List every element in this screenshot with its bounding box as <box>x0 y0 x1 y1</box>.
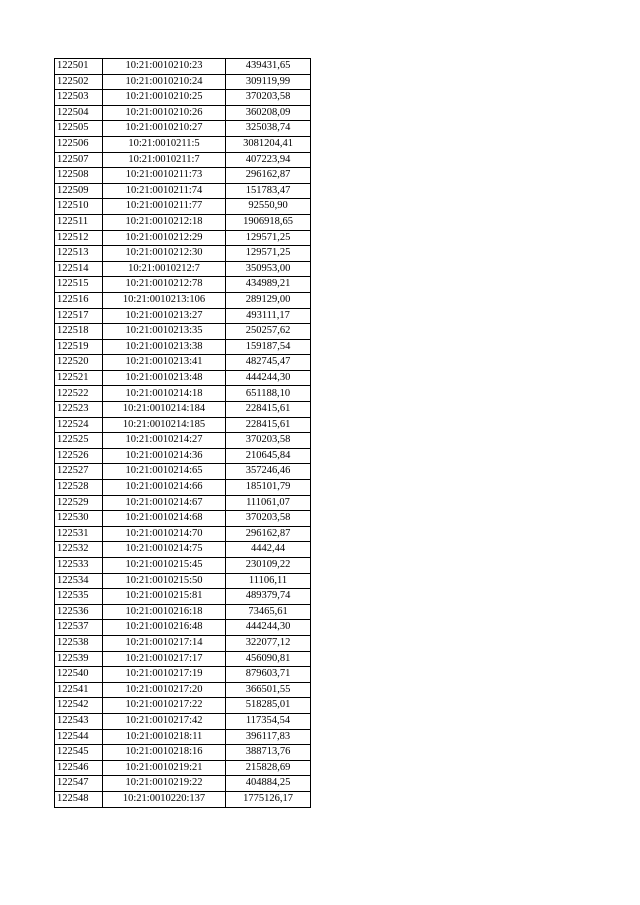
row-number-cell: 122526 <box>55 448 103 464</box>
table-row <box>55 168 311 184</box>
row-number-cell: 122513 <box>55 246 103 262</box>
table-row <box>55 745 311 761</box>
value-cell: 185101,79 <box>226 480 311 496</box>
table-row <box>55 152 311 168</box>
cadastral-number-cell: 10:21:0010210:27 <box>103 121 226 137</box>
value-cell: 388713,76 <box>226 745 311 761</box>
row-number-cell: 122544 <box>55 729 103 745</box>
cadastral-number-cell: 10:21:0010214:27 <box>103 433 226 449</box>
cadastral-number-cell: 10:21:0010214:36 <box>103 448 226 464</box>
value-cell: 370203,58 <box>226 511 311 527</box>
cadastral-number-cell: 10:21:0010212:7 <box>103 261 226 277</box>
row-number-cell: 122533 <box>55 558 103 574</box>
cadastral-number-cell: 10:21:0010213:27 <box>103 308 226 324</box>
cadastral-number-cell: 10:21:0010211:7 <box>103 152 226 168</box>
value-cell: 151783,47 <box>226 183 311 199</box>
value-cell: 111061,07 <box>226 495 311 511</box>
value-cell: 4442,44 <box>226 542 311 558</box>
row-number-cell: 122547 <box>55 776 103 792</box>
cadastral-number-cell: 10:21:0010210:23 <box>103 59 226 75</box>
value-cell: 309119,99 <box>226 74 311 90</box>
row-number-cell: 122535 <box>55 589 103 605</box>
row-number-cell: 122512 <box>55 230 103 246</box>
table-row <box>55 433 311 449</box>
cadastral-number-cell: 10:21:0010215:50 <box>103 573 226 589</box>
cadastral-number-cell: 10:21:0010219:21 <box>103 760 226 776</box>
row-number-cell: 122532 <box>55 542 103 558</box>
table-row <box>55 246 311 262</box>
value-cell: 489379,74 <box>226 589 311 605</box>
value-cell: 366501,55 <box>226 682 311 698</box>
row-number-cell: 122525 <box>55 433 103 449</box>
table-row <box>55 74 311 90</box>
value-cell: 129571,25 <box>226 246 311 262</box>
cadastral-number-cell: 10:21:0010213:38 <box>103 339 226 355</box>
row-number-cell: 122520 <box>55 355 103 371</box>
cadastral-number-cell: 10:21:0010217:19 <box>103 667 226 683</box>
cadastral-number-cell: 10:21:0010219:22 <box>103 776 226 792</box>
row-number-cell: 122522 <box>55 386 103 402</box>
row-number-cell: 122542 <box>55 698 103 714</box>
value-cell: 1775126,17 <box>226 791 311 807</box>
table-row <box>55 698 311 714</box>
row-number-cell: 122521 <box>55 370 103 386</box>
cadastral-number-cell: 10:21:0010210:26 <box>103 105 226 121</box>
row-number-cell: 122509 <box>55 183 103 199</box>
table-row <box>55 729 311 745</box>
cadastral-number-cell: 10:21:0010215:45 <box>103 558 226 574</box>
row-number-cell: 122518 <box>55 324 103 340</box>
cadastral-number-cell: 10:21:0010217:42 <box>103 713 226 729</box>
cadastral-number-cell: 10:21:0010217:20 <box>103 682 226 698</box>
row-number-cell: 122506 <box>55 136 103 152</box>
table-row <box>55 136 311 152</box>
row-number-cell: 122511 <box>55 214 103 230</box>
cadastral-number-cell: 10:21:0010214:66 <box>103 480 226 496</box>
cadastral-number-cell: 10:21:0010217:14 <box>103 635 226 651</box>
cadastral-number-cell: 10:21:0010216:18 <box>103 604 226 620</box>
table-row <box>55 542 311 558</box>
value-cell: 210645,84 <box>226 448 311 464</box>
table-row <box>55 386 311 402</box>
row-number-cell: 122503 <box>55 90 103 106</box>
value-cell: 3081204,41 <box>226 136 311 152</box>
table-row <box>55 339 311 355</box>
row-number-cell: 122523 <box>55 402 103 418</box>
cadastral-number-cell: 10:21:0010214:67 <box>103 495 226 511</box>
cadastral-number-cell: 10:21:0010213:48 <box>103 370 226 386</box>
value-cell: 129571,25 <box>226 230 311 246</box>
value-cell: 159187,54 <box>226 339 311 355</box>
table-row <box>55 667 311 683</box>
cadastral-number-cell: 10:21:0010218:11 <box>103 729 226 745</box>
row-number-cell: 122514 <box>55 261 103 277</box>
cadastral-number-cell: 10:21:0010214:18 <box>103 386 226 402</box>
table-row <box>55 324 311 340</box>
cadastral-number-cell: 10:21:0010211:5 <box>103 136 226 152</box>
value-cell: 651188,10 <box>226 386 311 402</box>
value-cell: 493111,17 <box>226 308 311 324</box>
cadastral-number-cell: 10:21:0010213:41 <box>103 355 226 371</box>
value-cell: 250257,62 <box>226 324 311 340</box>
cadastral-number-cell: 10:21:0010220:137 <box>103 791 226 807</box>
value-cell: 73465,61 <box>226 604 311 620</box>
cadastral-number-cell: 10:21:0010216:48 <box>103 620 226 636</box>
table-row <box>55 589 311 605</box>
table-row <box>55 682 311 698</box>
cadastral-number-cell: 10:21:0010213:35 <box>103 324 226 340</box>
value-cell: 92550,90 <box>226 199 311 215</box>
table-row <box>55 448 311 464</box>
table-row <box>55 105 311 121</box>
value-cell: 434989,21 <box>226 277 311 293</box>
table-row <box>55 199 311 215</box>
row-number-cell: 122548 <box>55 791 103 807</box>
cadastral-number-cell: 10:21:0010214:185 <box>103 417 226 433</box>
table-body <box>55 59 311 808</box>
cadastral-number-cell: 10:21:0010214:68 <box>103 511 226 527</box>
value-cell: 482745,47 <box>226 355 311 371</box>
table-row <box>55 183 311 199</box>
table-row <box>55 558 311 574</box>
row-number-cell: 122537 <box>55 620 103 636</box>
cadastral-number-cell: 10:21:0010214:65 <box>103 464 226 480</box>
table-row <box>55 776 311 792</box>
value-cell: 879603,71 <box>226 667 311 683</box>
value-cell: 396117,83 <box>226 729 311 745</box>
value-cell: 296162,87 <box>226 526 311 542</box>
value-cell: 370203,58 <box>226 90 311 106</box>
value-cell: 350953,00 <box>226 261 311 277</box>
value-cell: 360208,09 <box>226 105 311 121</box>
cadastral-number-cell: 10:21:0010214:75 <box>103 542 226 558</box>
table-row <box>55 573 311 589</box>
table-row <box>55 791 311 807</box>
cadastral-number-cell: 10:21:0010218:16 <box>103 745 226 761</box>
cadastral-number-cell: 10:21:0010215:81 <box>103 589 226 605</box>
value-cell: 444244,30 <box>226 620 311 636</box>
value-cell: 215828,69 <box>226 760 311 776</box>
row-number-cell: 122539 <box>55 651 103 667</box>
table-row <box>55 90 311 106</box>
row-number-cell: 122517 <box>55 308 103 324</box>
table-row <box>55 292 311 308</box>
row-number-cell: 122527 <box>55 464 103 480</box>
table-row <box>55 277 311 293</box>
table-row <box>55 651 311 667</box>
row-number-cell: 122501 <box>55 59 103 75</box>
table-row <box>55 261 311 277</box>
table-row <box>55 511 311 527</box>
row-number-cell: 122536 <box>55 604 103 620</box>
value-cell: 322077,12 <box>226 635 311 651</box>
value-cell: 117354,54 <box>226 713 311 729</box>
cadastral-number-cell: 10:21:0010211:74 <box>103 183 226 199</box>
row-number-cell: 122528 <box>55 480 103 496</box>
row-number-cell: 122505 <box>55 121 103 137</box>
row-number-cell: 122516 <box>55 292 103 308</box>
table-row <box>55 604 311 620</box>
value-cell: 456090,81 <box>226 651 311 667</box>
table-row <box>55 121 311 137</box>
table-row <box>55 370 311 386</box>
row-number-cell: 122515 <box>55 277 103 293</box>
value-cell: 289129,00 <box>226 292 311 308</box>
row-number-cell: 122510 <box>55 199 103 215</box>
cadastral-number-cell: 10:21:0010212:29 <box>103 230 226 246</box>
value-cell: 404884,25 <box>226 776 311 792</box>
table-row <box>55 214 311 230</box>
row-number-cell: 122545 <box>55 745 103 761</box>
value-cell: 228415,61 <box>226 402 311 418</box>
row-number-cell: 122508 <box>55 168 103 184</box>
data-table <box>54 58 311 808</box>
row-number-cell: 122530 <box>55 511 103 527</box>
value-cell: 230109,22 <box>226 558 311 574</box>
table-row <box>55 417 311 433</box>
table-row <box>55 230 311 246</box>
row-number-cell: 122502 <box>55 74 103 90</box>
table-row <box>55 760 311 776</box>
row-number-cell: 122540 <box>55 667 103 683</box>
table-row <box>55 464 311 480</box>
row-number-cell: 122538 <box>55 635 103 651</box>
cadastral-number-cell: 10:21:0010211:77 <box>103 199 226 215</box>
value-cell: 325038,74 <box>226 121 311 137</box>
value-cell: 444244,30 <box>226 370 311 386</box>
row-number-cell: 122524 <box>55 417 103 433</box>
table-row <box>55 308 311 324</box>
value-cell: 407223,94 <box>226 152 311 168</box>
row-number-cell: 122519 <box>55 339 103 355</box>
value-cell: 439431,65 <box>226 59 311 75</box>
row-number-cell: 122531 <box>55 526 103 542</box>
value-cell: 357246,46 <box>226 464 311 480</box>
value-cell: 1906918,65 <box>226 214 311 230</box>
cadastral-number-cell: 10:21:0010217:22 <box>103 698 226 714</box>
row-number-cell: 122546 <box>55 760 103 776</box>
cadastral-number-cell: 10:21:0010212:30 <box>103 246 226 262</box>
cadastral-number-cell: 10:21:0010212:18 <box>103 214 226 230</box>
cadastral-number-cell: 10:21:0010217:17 <box>103 651 226 667</box>
table-row <box>55 526 311 542</box>
value-cell: 11106,11 <box>226 573 311 589</box>
cadastral-number-cell: 10:21:0010214:184 <box>103 402 226 418</box>
row-number-cell: 122529 <box>55 495 103 511</box>
table-row <box>55 59 311 75</box>
cadastral-number-cell: 10:21:0010211:73 <box>103 168 226 184</box>
table-row <box>55 495 311 511</box>
row-number-cell: 122507 <box>55 152 103 168</box>
row-number-cell: 122543 <box>55 713 103 729</box>
value-cell: 370203,58 <box>226 433 311 449</box>
value-cell: 228415,61 <box>226 417 311 433</box>
cadastral-number-cell: 10:21:0010214:70 <box>103 526 226 542</box>
table-row <box>55 620 311 636</box>
table-row <box>55 713 311 729</box>
table-row <box>55 402 311 418</box>
cadastral-number-cell: 10:21:0010210:25 <box>103 90 226 106</box>
row-number-cell: 122504 <box>55 105 103 121</box>
row-number-cell: 122541 <box>55 682 103 698</box>
table-row <box>55 635 311 651</box>
table-row <box>55 480 311 496</box>
document-page <box>54 58 311 808</box>
value-cell: 518285,01 <box>226 698 311 714</box>
cadastral-number-cell: 10:21:0010212:78 <box>103 277 226 293</box>
row-number-cell: 122534 <box>55 573 103 589</box>
value-cell: 296162,87 <box>226 168 311 184</box>
cadastral-number-cell: 10:21:0010210:24 <box>103 74 226 90</box>
cadastral-number-cell: 10:21:0010213:106 <box>103 292 226 308</box>
table-row <box>55 355 311 371</box>
